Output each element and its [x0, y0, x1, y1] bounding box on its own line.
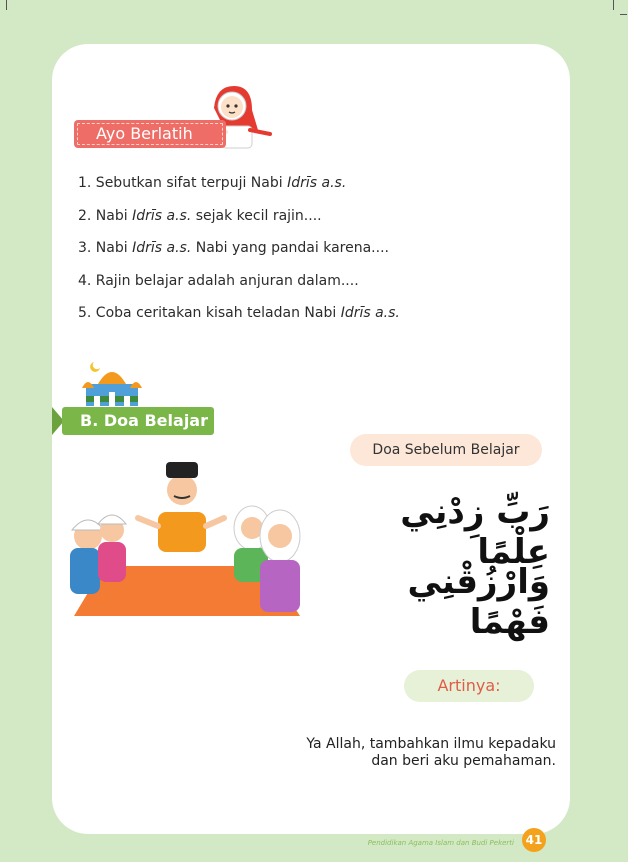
meaning-label: Artinya: [404, 670, 534, 702]
section-b-banner: B. Doa Belajar [62, 407, 214, 435]
list-item: 4. Rajin belajar adalah anjuran dalam.... [78, 272, 359, 289]
ayo-berlatih-banner: Ayo Berlatih [74, 120, 226, 148]
praying-family-illustration [64, 456, 308, 624]
practice-question-list [78, 172, 400, 335]
list-item: 5. Coba ceritakan kisah teladan Nabi Idrīs a.s. [78, 305, 400, 321]
meaning-line-1: Ya Allah, tambahkan ilmu kepadaku [306, 736, 556, 752]
page-number-badge: 41 [522, 828, 546, 852]
list-item: 1. Sebutkan sifat terpuji Nabi Idrīs a.s. [78, 175, 347, 191]
list-item: 3. Nabi Idrīs a.s. Nabi yang pandai karena.... [78, 240, 389, 256]
meaning-line-2: dan beri aku pemahaman. [371, 753, 556, 769]
arabic-prayer-line-2: وَارْزُقْنِي فَهْمًا [407, 562, 550, 642]
prayer-heading: Doa Sebelum Belajar [350, 434, 542, 466]
crop-mark [613, 0, 614, 10]
crop-mark [620, 14, 627, 15]
arabic-prayer-line-1: رَبِّ زِدْنِي عِلْمًا [400, 492, 550, 572]
book-title-footer: Pendidikan Agama Islam dan Budi Pekerti [367, 839, 514, 847]
mosque-icon [80, 356, 144, 408]
prayer-meaning [240, 736, 556, 770]
list-item: 2. Nabi Idrīs a.s. sejak kecil rajin.... [78, 207, 322, 224]
crop-mark [6, 0, 7, 10]
